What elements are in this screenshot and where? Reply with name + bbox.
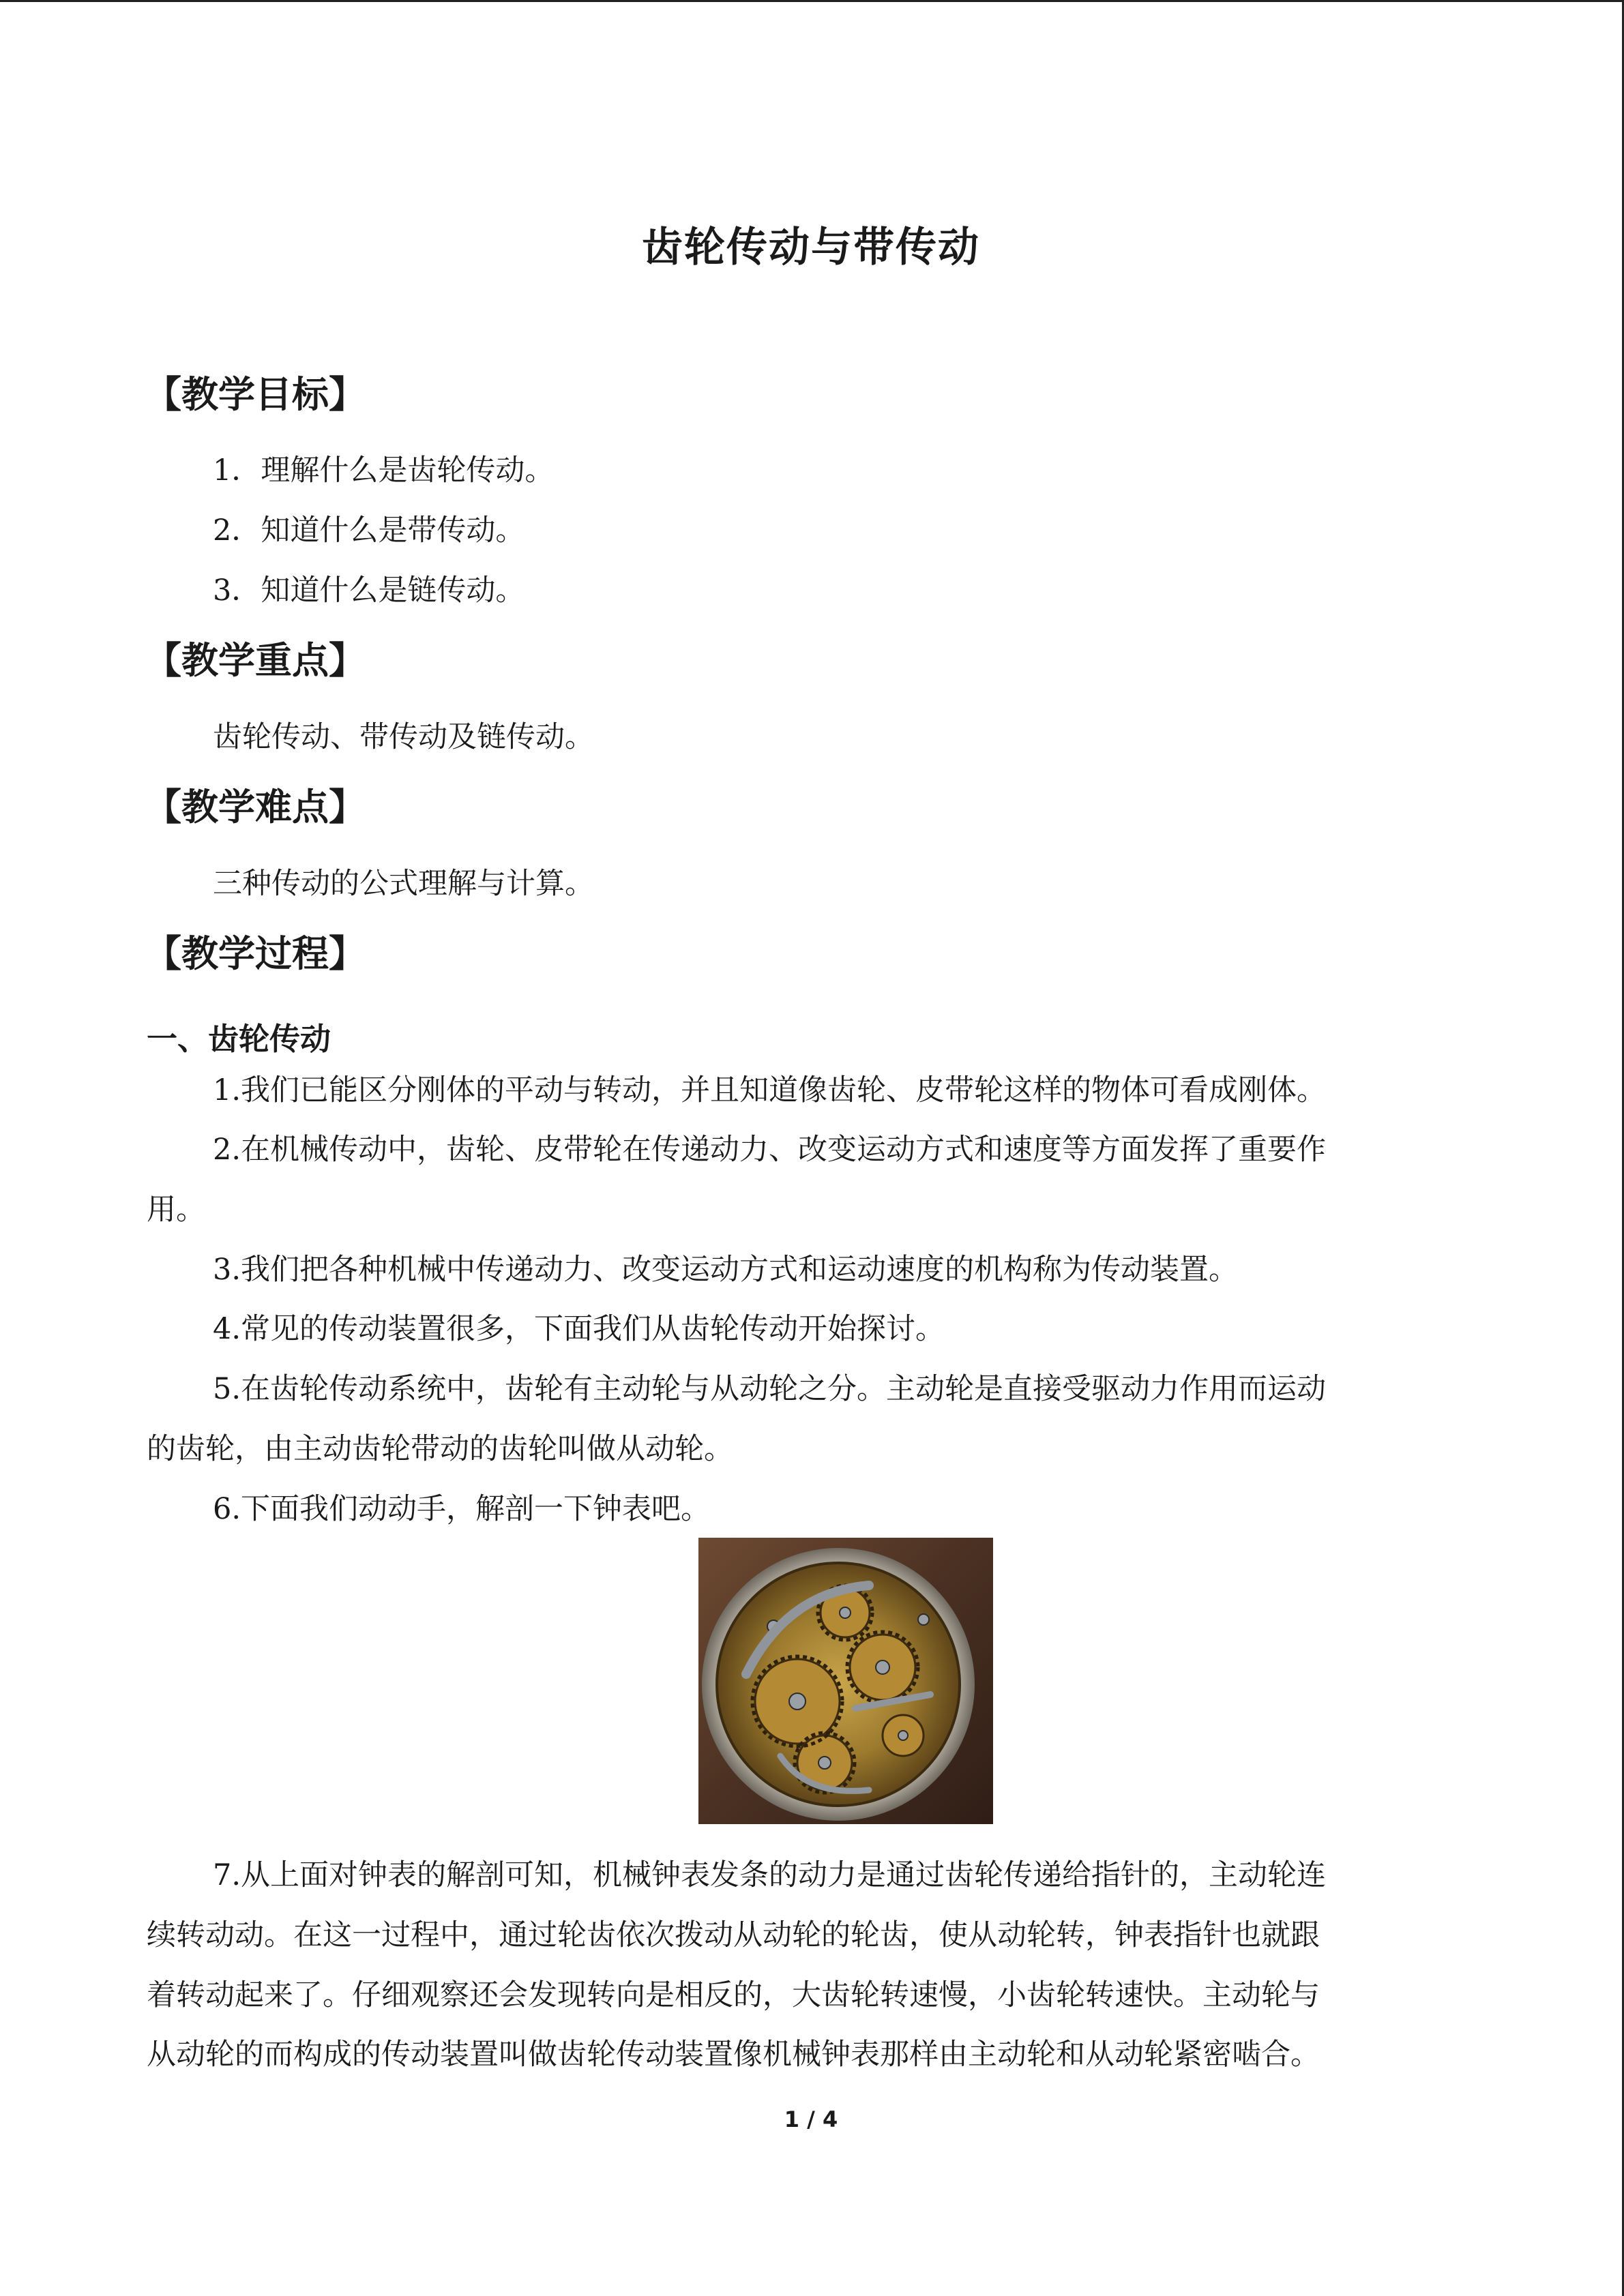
heading-process: 【教学过程】: [145, 932, 366, 975]
heading-difficulties: 【教学难点】: [145, 786, 366, 829]
subheading-gear-transmission: 一、齿轮传动: [147, 1021, 331, 1057]
process-line-4: 3.我们把各种机械中传递动力、改变运动方式和运动速度的机构称为传动装置。: [213, 1253, 1239, 1287]
process-line-12: 从动轮的而构成的传动装置叫做齿轮传动装置像机械钟表那样由主动轮和从动轮紧密啮合。: [147, 2038, 1320, 2072]
objective-item-3: 3．知道什么是链传动。: [213, 573, 525, 608]
watch-illustration: [698, 1538, 993, 1824]
watch-mechanism-image: [698, 1538, 993, 1824]
page-number: 1 / 4: [784, 2106, 838, 2132]
process-line-6: 5.在齿轮传动系统中，齿轮有主动轮与从动轮之分。主动轮是直接受驱动力作用而运动: [213, 1372, 1327, 1406]
process-line-1: 1.我们已能区分刚体的平动与转动，并且知道像齿轮、皮带轮这样的物体可看成刚体。: [213, 1073, 1327, 1107]
process-line-10: 续转动动。在这一过程中，通过轮齿依次拨动从动轮的轮齿，使从动轮转，钟表指针也就跟: [147, 1918, 1320, 1952]
process-line-11: 着转动起来了。仔细观察还会发现转向是相反的，大齿轮转速慢，小齿轮转速快。主动轮与: [147, 1978, 1320, 2012]
objective-item-2: 2．知道什么是带传动。: [213, 513, 525, 548]
process-line-2: 2.在机械传动中，齿轮、皮带轮在传递动力、改变运动方式和速度等方面发挥了重要作: [213, 1133, 1327, 1167]
difficulties-text: 三种传动的公式理解与计算。: [213, 867, 594, 901]
process-line-5: 4.常见的传动装置很多，下面我们从齿轮传动开始探讨。: [213, 1312, 945, 1346]
heading-key-points: 【教学重点】: [145, 639, 366, 682]
process-line-7: 的齿轮，由主动齿轮带动的齿轮叫做从动轮。: [147, 1432, 733, 1466]
process-line-3: 用。: [147, 1193, 205, 1227]
heading-objectives: 【教学目标】: [145, 373, 366, 416]
objective-item-1: 1．理解什么是齿轮传动。: [213, 453, 555, 488]
key-points-text: 齿轮传动、带传动及链传动。: [213, 720, 594, 754]
document-title: 齿轮传动与带传动: [642, 224, 980, 271]
process-line-8: 6.下面我们动动手，解剖一下钟表吧。: [213, 1492, 711, 1526]
process-line-9: 7.从上面对钟表的解剖可知，机械钟表发条的动力是通过齿轮传递给指针的，主动轮连: [213, 1858, 1327, 1892]
